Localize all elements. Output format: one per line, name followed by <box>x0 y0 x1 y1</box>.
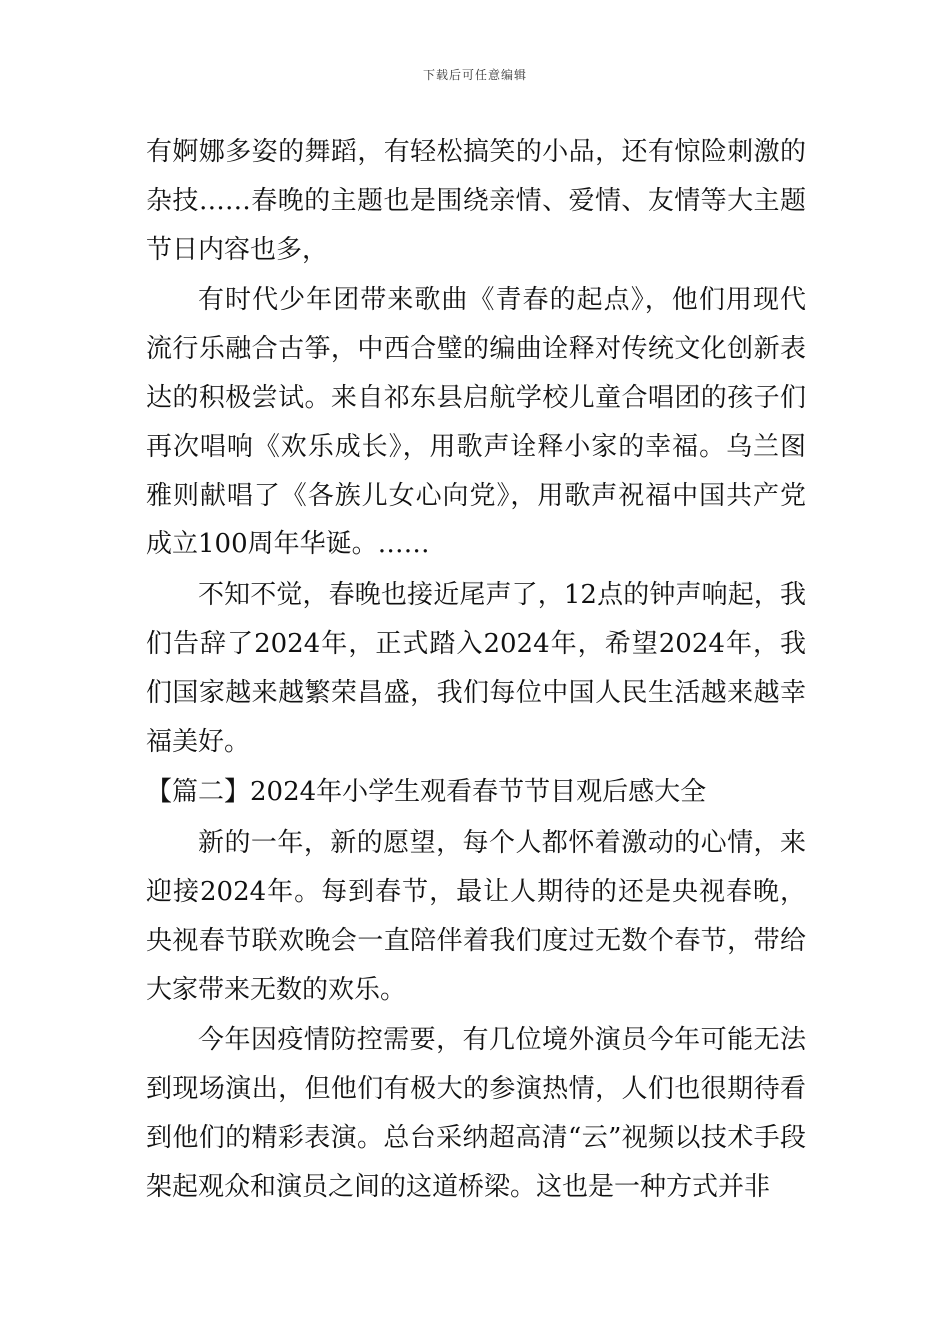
page-header: 下载后可任意编辑 <box>422 68 527 82</box>
paragraph-1: 有婀娜多姿的舞蹈，有轻松搞笑的小品，还有惊险刺激的杂技……春晚的主题也是围绕亲情、爱情、友情等大主题节日内容也多， <box>146 137 806 265</box>
paragraph-3: 不知不觉，春晚也接近尾声了，12点的钟声响起，我们告辞了2024年，正式踏入2024年，希望2024年，我们国家越来越繁荣昌盛，我们每位中国人民生活越来越幸福美好。 <box>146 580 806 757</box>
section-heading: 【篇二】2024年小学生观看春节节目观后感大全 <box>146 777 707 808</box>
document-body <box>146 128 806 1212</box>
paragraph-4: 新的一年，新的愿望，每个人都怀着激动的心情，来迎接2024年。每到春节，最让人期待的还是央视春晚，央视春节联欢晚会一直陪伴着我们度过无数个春节，带给大家带来无数的欢乐。 <box>146 828 806 1005</box>
paragraph-5: 今年因疫情防控需要，有几位境外演员今年可能无法到现场演出，但他们有极大的参演热情，人们也很期待看到他们的精彩表演。总台采纳超高清“云”视频以技术手段架起观众和演员之间的这道桥梁。这也是一种方式并非 <box>146 1025 806 1202</box>
paragraph-2: 有时代少年团带来歌曲《青春的起点》，他们用现代流行乐融合古筝，中西合璧的编曲诠释对传统文化创新表达的积极尝试。来自祁东县启航学校儿童合唱团的孩子们再次唱响《欢乐成长》，用歌声诠释小家的幸福。乌兰图雅则献唱了《各族儿女心向党》，用歌声祝福中国共产党成立100周年华诞。…… <box>146 285 806 560</box>
